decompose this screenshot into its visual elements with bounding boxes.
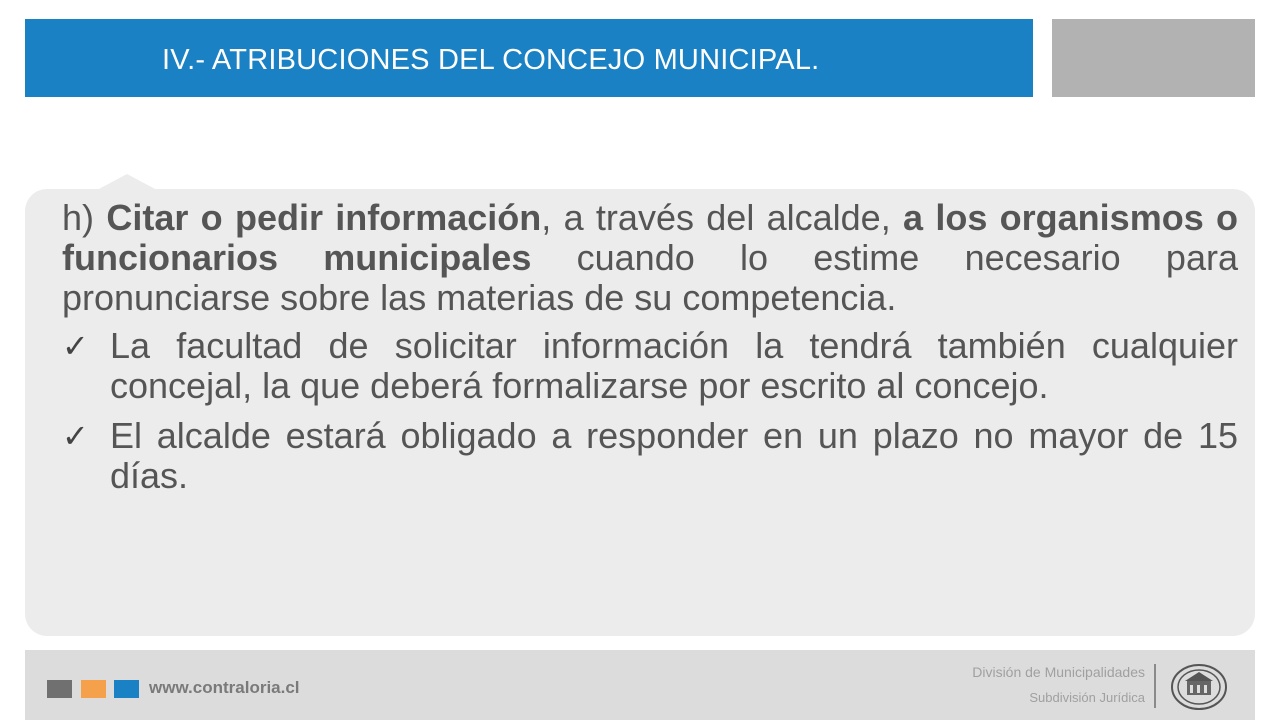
paragraph-rest: cuando lo estime necesario para pronunciarse sobre las materias de su competencia. [62, 237, 1238, 318]
subdivision-label: Subdivisión Jurídica [1029, 690, 1145, 705]
bullet-text: El alcalde estará obligado a responder en un plazo no mayor de 15 días. [110, 415, 1238, 496]
footer [25, 650, 1255, 720]
website-link[interactable]: www.contraloria.cl [149, 678, 300, 697]
paragraph-bold-2: a los organismos o funcionarios municipales [62, 197, 1239, 278]
contraloria-seal-icon [1170, 663, 1228, 711]
body-text [62, 198, 1238, 506]
main-paragraph [62, 198, 1238, 318]
bullet-list [62, 326, 1238, 496]
check-icon: ✓ [62, 327, 89, 365]
paragraph-bold-1: Citar o pedir información [106, 197, 542, 238]
panel-notch [97, 174, 157, 190]
orange-square-icon [81, 680, 106, 698]
bullet-item [62, 326, 1238, 406]
header-gray-block [1052, 19, 1255, 97]
paragraph-prefix: h) [62, 197, 107, 238]
division-label: División de Municipalidades [972, 664, 1145, 680]
slide-title: IV.- ATRIBUCIONES DEL CONCEJO MUNICIPAL. [162, 44, 820, 76]
check-icon: ✓ [62, 417, 89, 455]
bullet-item [62, 416, 1238, 496]
footer-divider [1154, 664, 1156, 708]
paragraph-mid: , a través del alcalde, [541, 197, 904, 238]
bullet-text: La facultad de solicitar información la tendrá también cualquier concejal, la que deberá formalizarse por escrito al concejo. [110, 325, 1238, 406]
gray-square-icon [47, 680, 72, 698]
blue-square-icon [114, 680, 139, 698]
